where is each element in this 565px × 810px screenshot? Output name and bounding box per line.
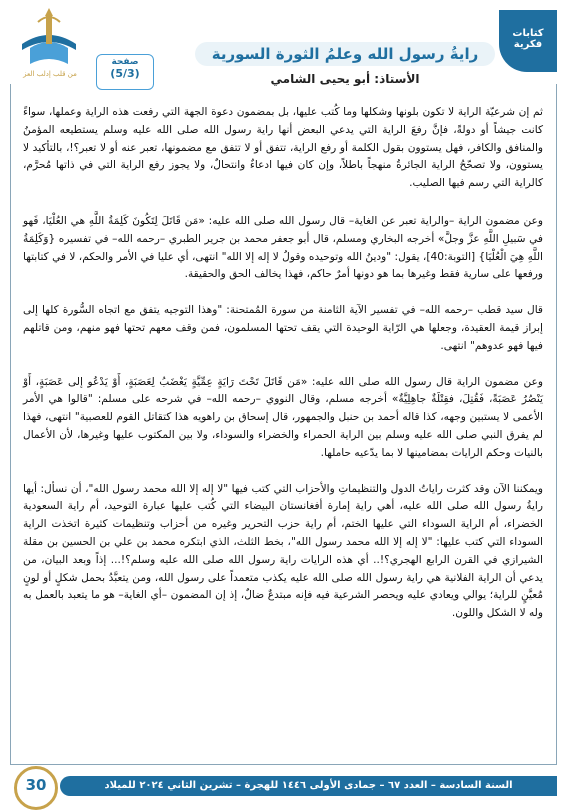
page-label: صفحة: [111, 57, 139, 67]
paragraph-1: ثم إن شرعيّة الراية لا تكون بلونها وشكلها وما كُتب عليها، بل بمضمون دعوة الجهة التي رفعت هذه الراية وعملها، سواءً كانت جيشاً أو دولةً، فإنَّ رفعَ الراية التي يدعي البعض أنها راية رسول الله صلى الله عليه وسلم يستطيعه المؤمنُ والمنافق والكافر، فهل يستوون بقول الكلمة أو رفع الراية، تتفق أو لا تتفق مع مضمونها، تعبر عنه أو لا تعبر؟!، بالتأكيد لا يستوون، ولا تصحّحُ الراية الجائرةُ منهجاً باطلاً، وإن كان فيها ادعاءٌ وانتحالٌ، ولا يجوز رفع الراية التي في ذاتها مُحرَّم، كالراية التي رسم فيها الصليب.: [23, 106, 543, 190]
article-author: الأستاذ: أبو يحيى الشامي: [270, 72, 420, 86]
header: [0, 0, 565, 90]
paragraph-4: وعن مضمون الراية قال رسول الله صلى الله عليه: «مَن قَاتَلَ تَحْتَ رَايَةٍ عِمِّيَّةٍ يَغْضَبُ لِعَصَبَةٍ، أَوْ يَدْعُو إلى عَصَبَةٍ، أَوْ يَنْصُرُ عَصَبَةً، فَقُتِلَ، فقِتْلَةٌ جاهِلِيَّةٌ» أخرجه مسلم، وقال النووي –رحمه الله– في شرحه على مسلم: "قالوا هي الأمر الأعمى لا يستبين وجهه، كذا قاله أحمد بن حنبل والجمهور، قال إسحاق بن راهويه هذا كتقاتل القوم للعصبية" انتهى، فهذا لم يفرق النبي صلى الله عليه وسلم بين الراية الحمراء والخضراء والسوداء، ولا بين المكتوب عليها وغيرها، لأن الأعمال بالنيات وحكم الرايات بمضامينها لا بما يدّعيه حاملها.: [23, 375, 543, 459]
page-value: (5/3): [110, 67, 140, 80]
badge-line1: كتابات: [512, 28, 544, 39]
paragraph-2: وعن مضمون الراية –والراية تعبر عن الغاية– قال رسول الله صلى الله عليه: «مَن قَاتَلَ لِتَكُونَ كَلِمَةُ اللَّهِ هي العُلْيَا، فَهو في سَبيلِ اللَّهِ عزَّ وجلَّ» أخرجه البخاري ومسلم، قال أبو جعفر محمد بن جرير الطبري –رحمه الله– في تفسيره {وَكَلِمَةُ اللَّهِ هِيَ الْعُلْيَا} [التوبة:40]، يقول: "ودينُ الله وتوحيده وقولُ لا إله إلا الله" انتهى، أي عليا في الأمر والحكم، لا في كتابتها ورفعها على سارية فقط وغيرها بما هو دونها أمرٌ حاكم، فهذا يخالف الحق والحقيقة.: [23, 214, 543, 281]
logo-tagline: من قلب إدلب العز: [23, 70, 77, 78]
badge-line2: فكرية: [513, 39, 543, 50]
page-number: 30: [14, 766, 58, 810]
article-title: رايةُ رسول الله وعلمُ الثورة السورية: [195, 42, 495, 66]
footer: [0, 766, 565, 800]
section-badge: [499, 10, 557, 72]
issue-info: السنة السادسة – العدد ٦٧ – جمادى الأولى ١٤٤٦ للهجرة – تشرين الثاني ٢٠٢٤ للميلاد: [60, 776, 557, 796]
paragraph-5: ويمكننا الآن وقد كثرت راياتُ الدول والتنظيماتِ والأحزاب التي كتب فيها "لا إله إلا الله محمد رسول الله"، أن نسأل: أيها رايةُ رسول الله صلى الله عليه، أهي راية إمارة أفغانستان البيضاء التي كُتب عليها عبارة التوحيد، أم راية السعودية الخضراء، أم الراية السوداء التي عليها الختم، أم راية حزب التحرير وغيره من أحزاب وتنظيمات كثيرة اتخذت الراية السوداء التي كتب عليها: "لا إله إلا الله محمد رسول الله"، بخط الثلث، الذي ابتكره محمد بن علي بن الحسين بن مقلة الشيرازي في القرن الرابع الهجري؟!.. أي هذه الرايات راية رسول الله صلى الله عليه وسلم؟!... إذاً وبعد البيان، من يدعي أن الراية الفلانية هي راية رسول الله صلى الله عليه يكذب متعمداً على رسول الله، ومن يتعبَّدُ بحمل شكلٍ أو لونٍ مُعيَّنٍ للراية؛ يوالي ويعادي عليه ويحصر الشرعية فيه فإنه مبتدعٌ ضالٌ، إذ إن المضمون –أي الغاية– هو ما يتعبد بالعمل به وله لا الشكل واللون.: [23, 482, 543, 620]
paragraph-3: قال سيد قطب –رحمه الله– في تفسير الآية الثامنة من سورة المُمتحنة: "وهذا التوجيه يتفق مع اتجاه السُّورة كلها إلى إبراز قيمة العقيدة، وجعلها هي الرّاية الوحيدة التي يقف تحتها المسلمون، فمن وقف معهم تحتها فهو منهم، ومن قاتلهم فيها فهو عدوهم" انتهى.: [23, 304, 543, 352]
page-indicator: [96, 54, 154, 90]
article-body: [23, 104, 543, 623]
